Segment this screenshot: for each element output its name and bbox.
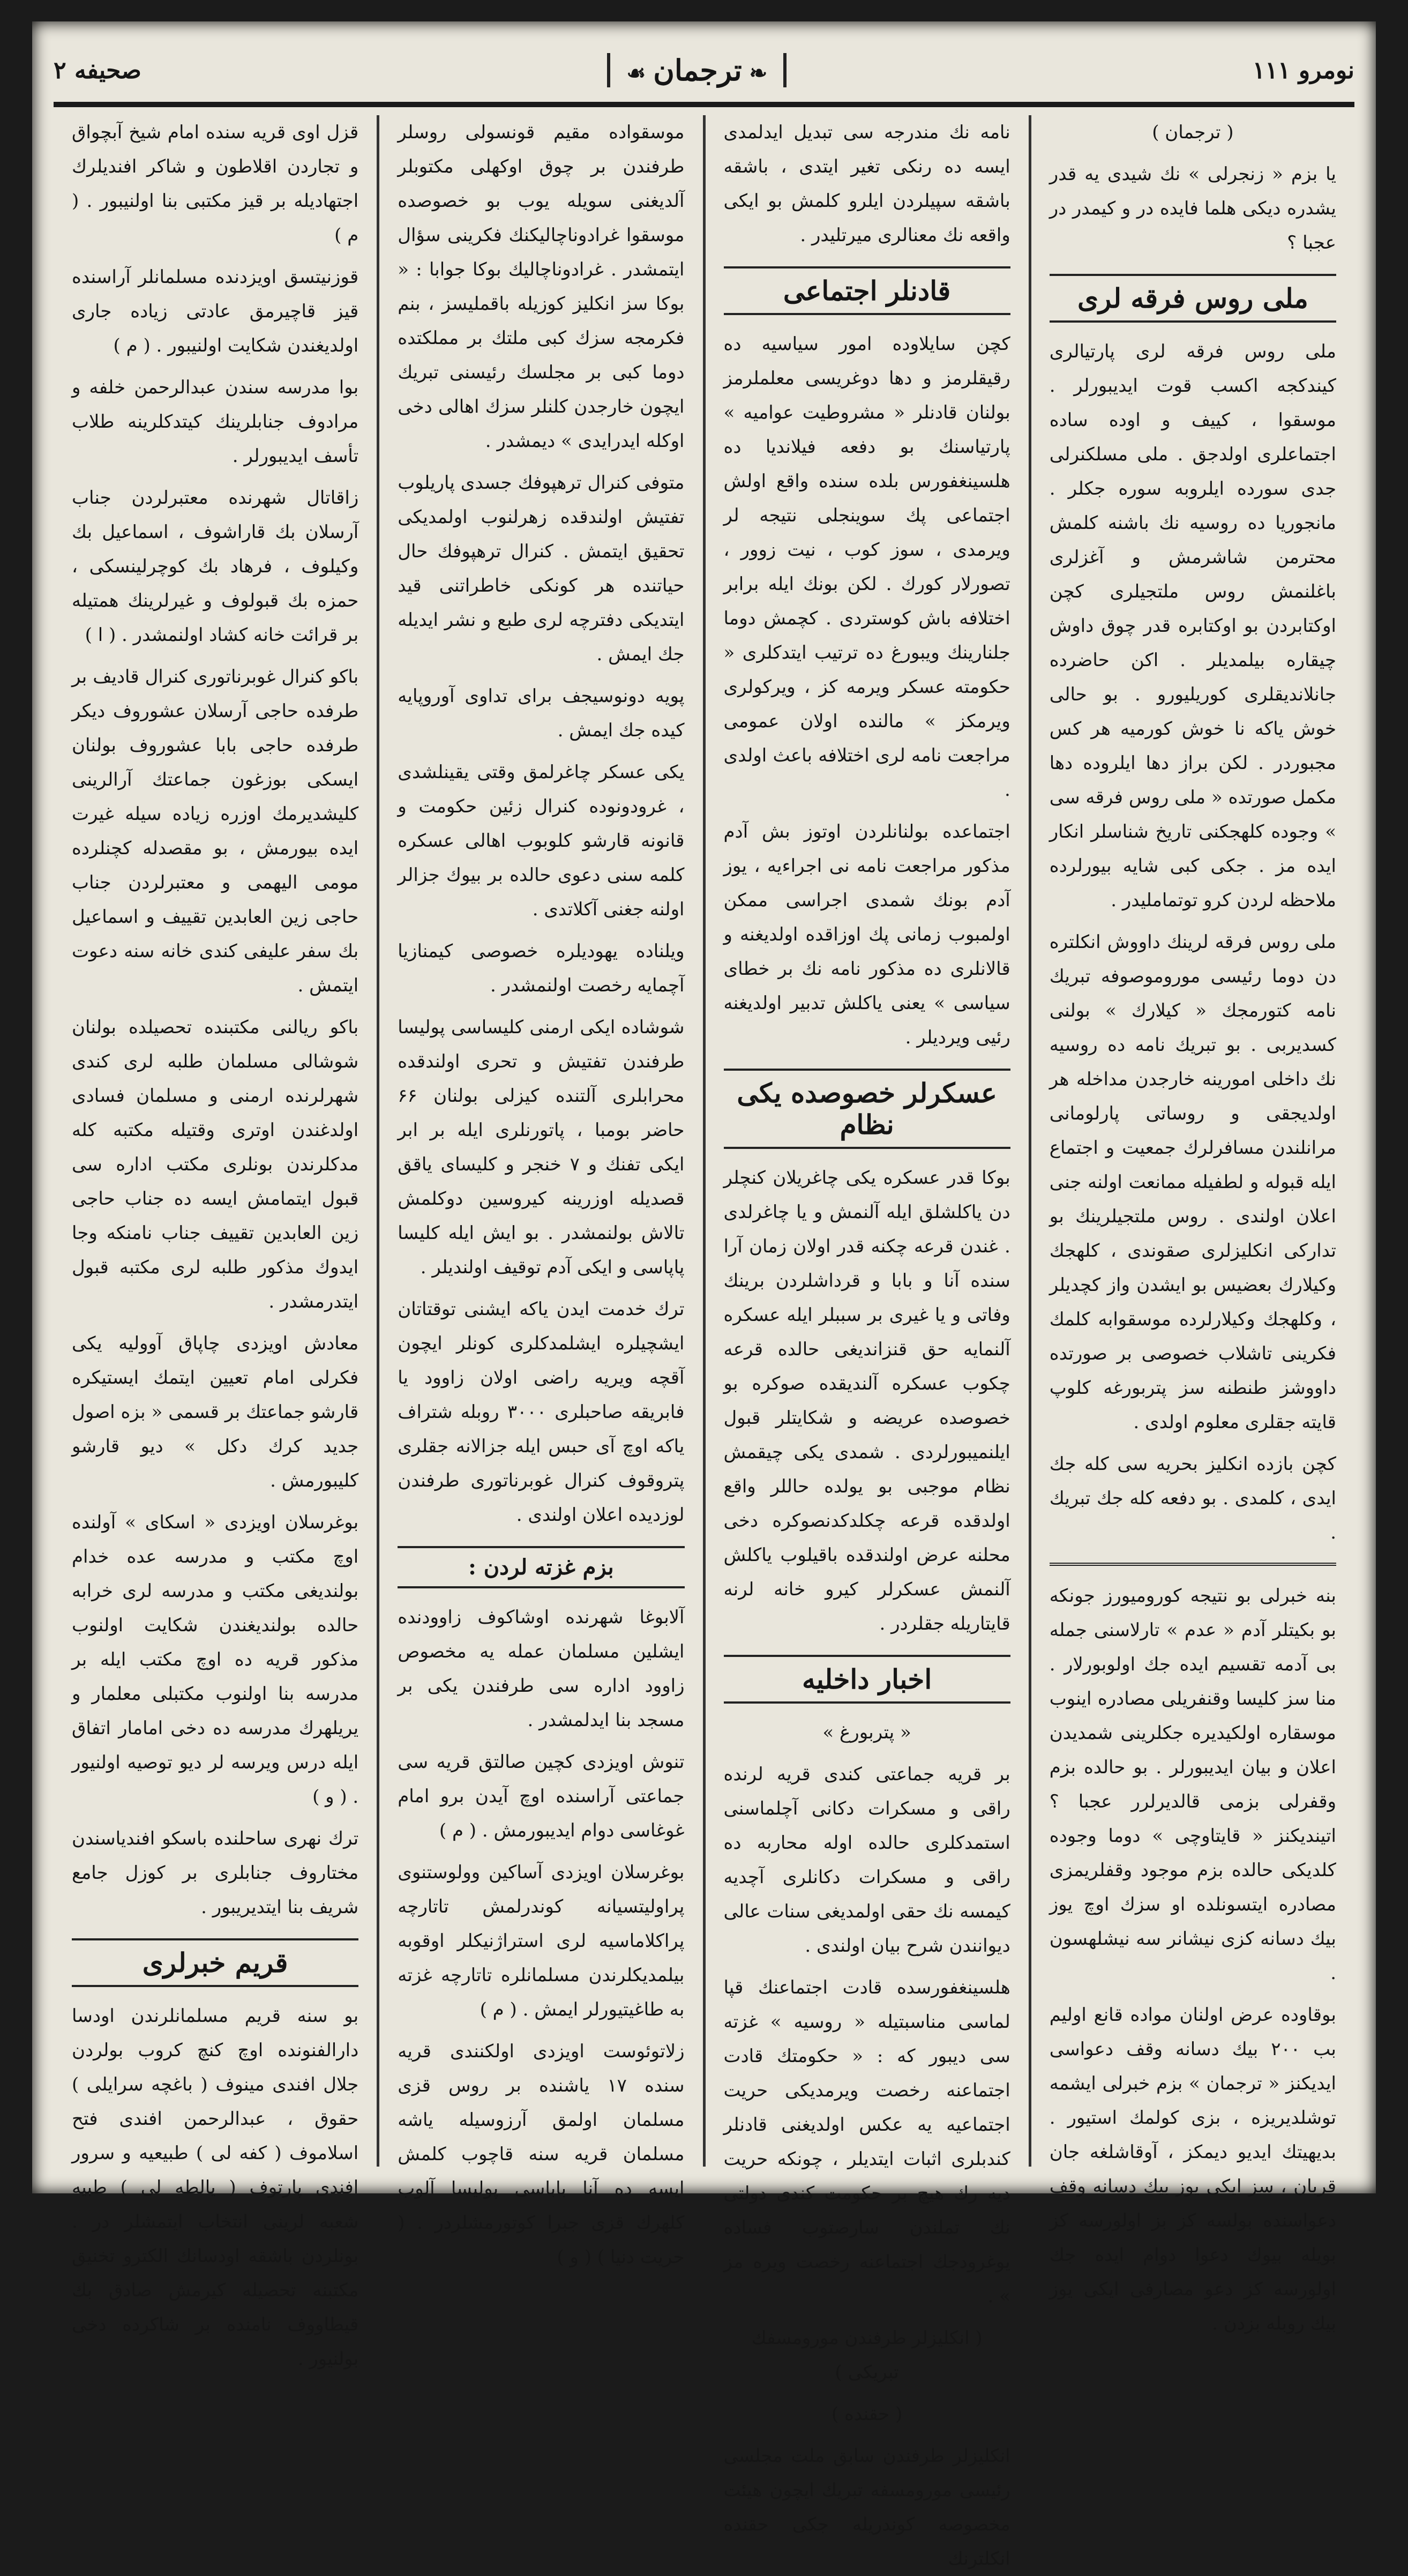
article-paragraph: هلسينغفورسده قادت اجتماعنك قپا لماسی مناسبتيله « روسيه » غزته سی ديبور كه : « حكومتك قادت اجتماعنه رخصت ويرمديكی حريت اجتماعيه يه عكس اولديغنی قادنلر كندبلری اثبات ايتديلر ، چونكه حريت ديه‌ رك هيچ بر حكومت كندی دولتی نك تملندن سارصتوب فساده يوغرودجك اجتماعنه رخصت ويره مز » . [723,1977,1010,2307]
article-paragraph: ترك نهری ساحلنده باسكو افندياسندن مختاروف جنابلری بر كوزل جامع شريف بنا ايتديريبور . [72,1828,359,1918]
article-heading: عسكرلر خصوصده يكی نظام [724,1069,1010,1149]
masthead-rule [54,102,1354,107]
column-3 [377,115,702,2268]
page-label: صحيفه ۲ [54,56,141,84]
column-4 [54,115,377,2370]
ornament-left-icon: ☙ [626,61,654,86]
article-paragraph: باكو كنرال غوبرناتوری كنرال قاديف بر طرفده حاجی آرسلان عشوروف ديكر طرفده حاجی بابا عشوروف بولنان ايسكی بوزغون جماعتك آرالرينی كليشديرمك اوزره زياده سيله غيرت ايده بيورمش ، بو مقصدله كچنلرده مومی اليهمی و معتبرلردن جناب حاجی زين العابدين تقييف و اسماعيل بك سفر عليفی كندی خانه سنه دعوت ايتمش . [72,666,359,996]
article-paragraph: بو سنه قريم مسلمانلرندن اودسا دارالفنونده اوچ كنچ كروب بولردن جلال افندی مينوف ( باغچه سرايلی ) حقوق ، عبدالرحمن افندی فتح اسلاموف ( كفه‌ لی ) طبيعيه و سرور افندی پارتوف ( يالطه لی ) طبيه شعبه‌ لرينی انتخاب ايتمشلر در . بونلردن باشقه اودسانك الكترو تخنيق مكتبنه تحصيله كيرمش صادق بك قيطاووف نامنده بر شاكرده دخی بولنيور . [72,2005,359,2370]
article-paragraph: يا بزم « زنجرلی » نك شيدی يه قدر يشدره ديكی هلما فايده در و كيمدر در عجبا ؟ [1049,163,1336,253]
article-paragraph: انكليزلر طرفندن سابق ملت مجلسی رئيسی مورومسفه تبريك ايچون هيئت مخصوصه كوندريله جكی حقنده انكلترنك [723,2445,1010,2570]
article-paragraph: ملی روس فرقه لری پارتيالری كيندكجه اكسب قوت ايديبورلر . موسقوا ، كييف و اوده ساده اجتماعلری اولدجق . ملی مسلكنرلی جدی سورده ايلروبه سوره جكلر . مانجوريا ده روسيه نك باشنه كلمش محترمن شاشرمش و آغزلری باغلنمش روس ملتجيلری كچن اوكتابردن بو اوكتابره قدر چوق داوش چيقاره بيلمديلر . اكن حاضرده جانلانديقلری كوريليورو . بو حالی خوش ياكه نا خوش كورميه هر كس مجبوردر . لكن براز دها ايلروده دها مكمل صورتده « ملی روس فرقه سی » وجوده كلهجكنی تاريخ شناسلر انكار ايده مز . جكی كبی شايه بيورلرده ملاحظه لردن كرو توتمامليدر . [1049,341,1336,911]
article-paragraph: بوغرسلان اويزدی « اسكای » آولنده اوچ مكتب و مدرسه عده خدام بولنديغی مكتب و مدرسه لری خرابه حالده بولنديغندن شكايت اولنوب مذكور قريه ده اوچ مكتب ايله بر مدرسه بنا اولنوب مكتبلی معلمار و يريلهرك مدرسه ده دخی امامار اتفاق ايله درس ويرسه‌ لر ديو توصيه اولنيور . ( و ) [72,1512,359,1808]
article-paragraph: بوكا قدر عسكره يكی چاغريلان كنچلر دن ياكلشلق ايله آلنمش و يا چاغرلدی . غندن قرعه چكنه قدر اولان زمان آرا سنده آنا و بابا و قرداشلردن برينك وفاتی و يا غيری بر سببلر ايله عسكره آلنمايه حق قنزانديغی حالده قرعه چكوب عسكره آلنديقده صوكره بو خصوصده عريضه و شكايتلر قبول ايلنميبورلردی . شمدی يكی چيقمش نظام موجبی بو يولده حاللر واقع اولدقده قرعه چكلدكدنصوكره دخی محلنه عرض اولندقده باقيلوب ياكلش آلنمش عسكرلر كيرو خانه لرنه قايتاريله جقلردر . [723,1167,1010,1634]
column-1 [1029,115,1354,2334]
article-paragraph: كچن سايلاوده امور سياسيه ده رقيقلرمز و دها دوغريسی معلملرمز بولنان قادنلر « مشروطيت عواميه » پارتياسنك بو دفعه فيلانديا ده هلسينغفورس بلده سنده واقع اولش اجتماعی پك سوينجلی نتيجه لر ويرمدی ، سوز كوب ، نيت زوور ، تصورلار كورك . لكن بونك ايله برابر اختلافه باش كوستردی . كچمش دوما جلنارينك ويبورغ ده ترتيب ايتدكلری « حكومته عسكر ويرمه كز ، ويركولری ويرمكز » مالنده اولان عمومی مراجعت نامه لری اختلافه باعث اولدی . [723,333,1010,801]
ornament-right-icon: ❧ [742,61,768,86]
article-paragraph: ملی روس فرقه لرينك داووش انكلتره دن دوما رئيسی موروموصوفه تبريك نامه كتورمجك « كيلارك » بولنی كسديربی . بو تبريك نامه ده روسيه نك داخلی امورينه خارجدن مداخله هر اولديجقی و روساتی پارلومانی مرانلندن مسافرلرك جمعيت و اجتماع ايله قبوله و لطفيله ممانعت اولنه جنی اعلان اولندی . روس ملتجيلرينك بو تداركی انكليزلری صقوندی ، كلهجك وكيلارك بعضيس بو ايشدن واز كچديلر ، وكلهجك وكيلارلرده موسقوابه كلمك فكرينی تاشلاب خصوصی بر صورتده داووشز طنطنه سز پتربورغه كلوپ قايته جقلری معلوم اولدی . [1049,931,1336,1433]
masthead [54,41,1354,100]
article-heading: اخبار داخليه [724,1655,1010,1704]
article-paragraph: كچن بازده انكليز بحريه سی كله جك ايدی ، كلمدی . بو دفعه كله جك تبريك . [1049,1453,1336,1543]
article-paragraph: اجتماعده بولنانلردن اوتوز بش آدم مذكور مراجعت نامه نی اجراءيه ، يوز آدم بونك شمدی اجراسی ممكن اولمبوب زمانی پك اوزاقده اولديغنه و قالانلری ده مذكور نامه نك بر خطای سياسی » يعنی ياكلش تدبير اولديغنه رئيی ويرديلر . [723,821,1010,1048]
columns [54,115,1354,2570]
article-paragraph: معادش اويزدی چاپاق آووليه يكی فكرلی امام تعيين ايتمك ايستيكره قارشو جماعتك بر قسمی « بزه اصول جديد كرك دكل » ديو قارشو كليبورمش . [72,1333,359,1491]
newspaper-title: ❧ ترجمان ☙ [607,53,787,87]
article-paragraph: نامه نك مندرجه سی تبديل ايدلمدی ايسه ده رنكی تغير ايتدی ، باشقه باشقه سپيلردن ايلرو كلمش بو ايكی واقعه نك معنالری ميرتليدر . [723,122,1010,246]
article-paragraph: بوغرسلان اويزدی آساكين وولوستنوی پراوليتسيانه كوندرلمش تاتارچه پراكلاماسيه‌ لری استراژنيكلر اوقوبه بيلمديكلرندن مسلمانلره تاتارچه غزته به طاغيتيورلر ايمش . ( م ) [398,1862,685,2020]
article-paragraph: « پتربورغ » [822,1722,911,1743]
article-paragraph: يكی عسكر چاغرلمق وقتی يقينلشدی ، غرودونوده كنرال زئين حكومت و قانونه قارشو كلوبوب اهالی عسكره كلمه سنی دعوی حالده بر بيوك جزالر اولنه جغنی آكلاتدی . [398,761,685,920]
article-paragraph: پويه دونوسيجف برای تداوی آوروپايه كيده جك ايمش . [398,685,685,741]
article-paragraph: ( حقنده ) [831,2403,903,2425]
article-paragraph: ( ترجمان ) [1152,122,1234,143]
article-paragraph: بنه خبرلی بو نتيجه كوروميورز جونكه بو بكيتلر آدم « عدم » تارلاسنی جمله بی آدمه تقسيم ايده جك اولوبورلار . منا سز كليسا وقنفريلی مصادره اينوب موسقاره اولكيديره جكلرينی شمديدن اعلان و بيان ايديبورلر . بو حالده بزم وقفرلی بزمی قالديرلرر عجبا ؟ اتينديكنز « قايتاوچی » دوما وجوده كلديكی حالده بزم موجود وقفلريمزی مصادره ايتسونلده او سزك اوچ يوز بيك دسانه كزی نيشانر سه نيشلهسون . [1049,1585,1336,1984]
article-paragraph: آلابوغا شهرنده اوشاكوف زاوودنده ايشلين مسلمان عمله يه مخصوص زاوود اداره سی طرفندن يكی بر مسجد بنا ايدلمشدر . [398,1607,685,1731]
article-paragraph: شوشاده ايكی ارمنی كليساسی پوليسا طرفندن تفتيش و تحری اولندقده محرابلری آلتنده كيزلی بولنان ۶۶ حاضر بومبا ، پاتورنلری ايله بر ابر ايكی تفنك و ۷ خنجر و كليسای ياقق قصديله اوزرينه كيروسين دوكلمش تالاش بولنمشدر . بو ايش ايله كليسا پاپاسی و ايكی آدم توقيف اولنديلر . [398,1017,685,1278]
article-paragraph: قوزنيتسق اويزدنده مسلمانلر آراسنده قيز قاچيرمق عادتی زياده جاری اولديغندن شكايت اولنيبور . ( م ) [72,266,359,356]
article-heading: ملی روس فرقه لری [1050,274,1336,323]
column-2 [703,115,1029,2570]
article-paragraph: ويلناده يهوديلره خصوصی كيمنازيا آچمايه رخصت اولنمشدر . [398,940,685,996]
article-paragraph: تنوش اويزدی كچين صالتق قريه سی جماعتی آراسنده اوچ آيدن برو امام غوغاسی دوام ايديبورمش . ( م ) [398,1751,685,1841]
article-paragraph: ( انكليزلر طرفندن مورومسفك تبريكی ) [751,2327,983,2383]
newspaper-page [32,21,1376,2570]
article-paragraph: موسقواده مقيم قونسولی روسلر طرفندن بر چوق اوكهلی مكتوبلر آلديغنی سويله يوب بو خصوصده موسقوا غرادوناچاليكنك فكرينی سؤال ايتمشدر . غرادوناچاليك بوكا جوابا : « بوكا سز انكليز كوزيله باقمليسز ، بنم فكرمجه سزك كبی ملتك بر مملكتده دوما كبی بر مجلسك رئيسنی تبريك ايچون خارجدن كلنلر سزك اهالی دخی اوكله ايدرايدی » ديمشدر . [398,122,685,452]
article-paragraph: زاقاتال شهرنده معتبرلردن جناب آرسلان بك قاراشوف ، اسماعيل بك وكيلوف ، فرهاد بك كوچرلينسكی ، حمزه بك قبولوف و غيرلرينك همتيله بر قرائت خانه كشاد اولنمشدر . ( ا ) [72,487,359,646]
article-paragraph: زلاتوئوست اويزدی اولكنندی قريه سنده ۱۷ ياشنده بر روس قزی مسلمان اولمق آرزوسيله ياشه مسلمان قريه سنه قاچوب كلمش ايسه ده آنا باباسی پوليسا آلوب كلهرك قزی جبرا كوتورمشلردر . ( حريت دنيا ) ( و ) [398,2041,685,2268]
article-paragraph: بوقاوده عرض اولنان مواده قانع اوليم بب ۲۰۰ بيك دسانه وقف دعواسی ايديكنز « ترجمان » بزم خبرلی ايشمه توشلديريزه ، بزی كولمك استيور . بديهيتك ايديو ديمكز ، آوقاشلغه جان قربان ، سز ايكی يوز بيك دسانه وقف دعواسنده بولسه‌ كز بز اولورسه‌ كز بويله بيوك دعوا دوام ايده‌ جك اولورسه‌ كز دعو مصارفی ايكی يوز بيك روبله بزدن . [1049,2004,1337,2334]
article-paragraph: بوا مدرسه سندن عبدالرحمن خلفه و مرادوف جنابلرينك كيتدكلرينه طلاب تأسف ايديبورلر . [72,377,359,467]
article-paragraph: متوفی كنرال ترهپوفك جسدی پاريلوب تفتيش اولندقده زهرلنوب اولمديكی تحقيق ايتمش . كنرال ترهپوفك حال حياتنده هر كونكی خاطراتنی قيد ايتديكی دفترچه لری طبع و نشر ايديله جك ايمش . [398,472,685,665]
section-divider [1050,1563,1336,1566]
article-heading: بزم غزته لردن : [398,1546,684,1588]
article-heading: قادنلر اجتماعی [724,266,1010,315]
article-heading: قريم خبرلری [72,1938,358,1987]
article-paragraph: ترك خدمت ايدن ياكه ايشنی توقتاتان ايشچيلره ايشلمدكلری كونلر ايچون آقچه ويريه راضی اولان زاوود يا فابريقه صاحبلری ۳۰۰۰ روبله شتراف ياكه اوچ آی حبس ايله جزالانه جقلری پتروقوف كنرال غوبرناتوری طرفندن لوزديده اعلان اولندی . [398,1298,685,1526]
article-paragraph: بر قريه جماعتی كندی قريه لرنده راقی و مسكرات دكانی آچلماسنی استمدكلری حالده اوله محاربه ده راقی و مسكرات دكانلری آچديه كيمسه‌ نك حقی اولمديغی سنات عالی ديوانندن شرح بيان اولندی . [723,1764,1010,1957]
issue-label: نومرو ۱۱۱ [1252,56,1354,84]
article-paragraph: باكو ريالنی مكتبنده تحصيلده بولنان شوشالی مسلمان طلبه لری كندی شهرلرنده ارمنی و مسلمان فسادی اولدغندن اوتری وقتيله مكتبه كله‌ مدكلرندن بونلری مكتب اداره سی قبول ايتمامش ايسه ده جناب حاجی زين العابدين تقييف جناب نامنكه وجا ايدوك مذكور طلبه لری مكتبه قبول ايتدرمشدر . [72,1017,359,1312]
article-paragraph: قزل اوی قريه سنده امام شيخ آبچواق و تجاردن اقلاطون و شاكر افنديلرك اجتهاديله بر قيز مكتبی بنا اولنيبور . ( م ) [72,122,359,246]
